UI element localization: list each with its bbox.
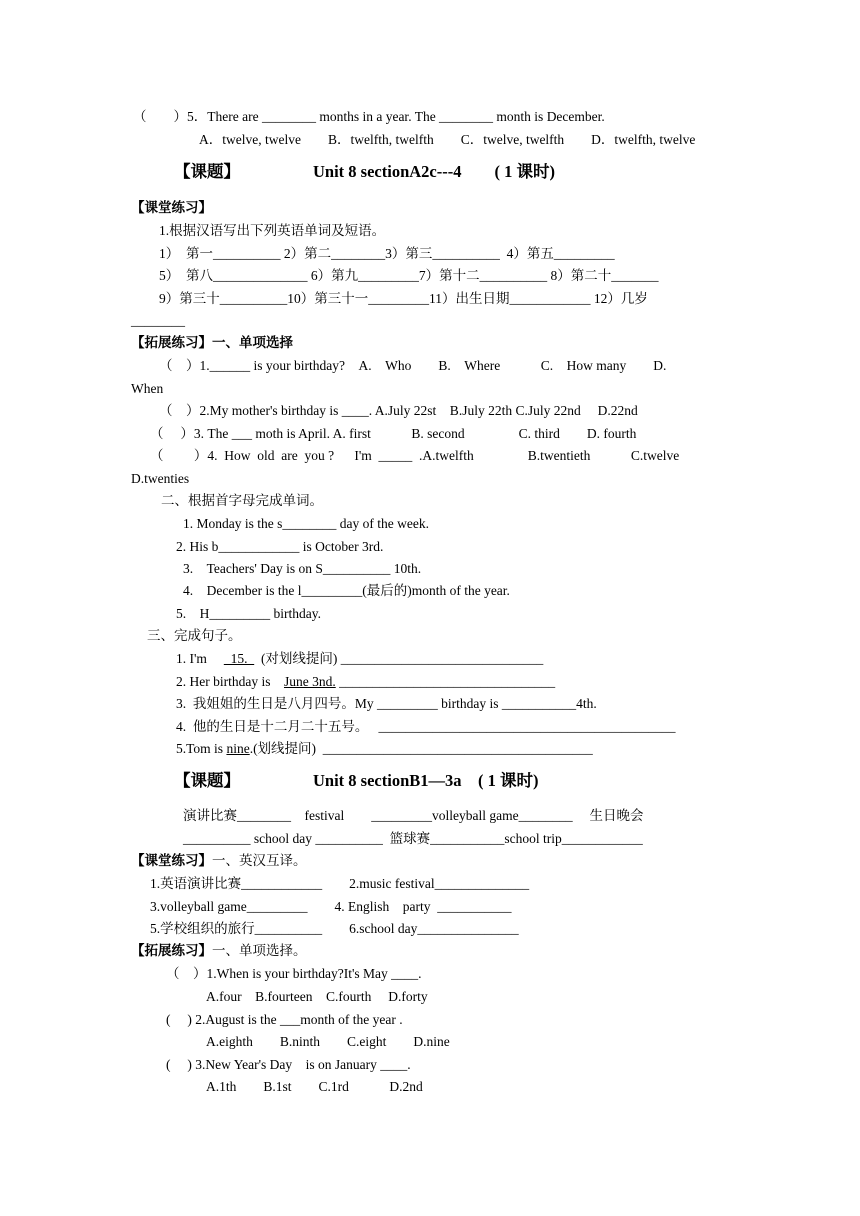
vocab-line: 5） 第八______________ 6）第九_________7）第十二__________ 8）第二十_______ [159, 268, 659, 283]
part3-s2-a: 2. Her birthday is [176, 674, 284, 689]
section1-extend-label: 【拓展练习】一、单项选择 [131, 335, 293, 350]
part2-item: 2. His b____________ is October 3rd. [176, 539, 384, 554]
part3-s1-b: (对划线提问) ______________________________ [254, 651, 544, 666]
section2-extend-label: 【拓展练习】 [131, 943, 212, 958]
part3-item-3: 3. 我姐姐的生日是八月四号。My _________ birthday is ___________4th. [176, 696, 597, 711]
mc-line: （ ）2.My mother's birthday is ____. A.July 22st B.July 22th C.July 22nd D.22nd [159, 403, 638, 418]
section2-mc-options: A.eighth B.ninth C.eight D.nine [206, 1034, 450, 1049]
part3-item-2 [176, 673, 555, 691]
part3-item-5 [176, 740, 593, 758]
part3-s5-a: 5.Tom is [176, 741, 227, 756]
part3-s2-underlined: June 3nd. [283, 674, 336, 689]
part2-item: 3. Teachers' Day is on S__________ 10th. [183, 561, 422, 576]
part3-s1-a: 1. I'm [176, 651, 224, 666]
question-5-options: A．twelve, twelve B．twelfth, twelfth C．twelve, twelfth D．twelfth, twelve [199, 132, 696, 147]
section2-mc-line: （ ）1.When is your birthday?It's May ____. [166, 966, 422, 981]
mc-line: D.twenties [131, 471, 190, 486]
section1-practice-label: 【课堂练习】 [131, 200, 212, 215]
section2-title-right: Unit 8 sectionB1—3a ( 1 课时) [313, 771, 539, 790]
section1-title-right: Unit 8 sectionA2c---4 ( 1 课时) [313, 162, 555, 181]
section2-mc-line: ( ) 2.August is the ___month of the year . [166, 1012, 403, 1027]
question-5-stem: （ ）5．There are ________ months in a year. The ________ month is December. [133, 109, 605, 124]
translate-line: 5.学校组织的旅行__________ 6.school day_______________ [150, 921, 519, 936]
part2-item: 1. Monday is the s________ day of the week. [183, 516, 429, 531]
mc-line: （ ）1.______ is your birthday? A. Who B. Where C. How many D. [159, 358, 667, 373]
part3-s5-b: .(划线提问) ________________________________________ [249, 741, 593, 756]
translate-line: 3.volleyball game_________ 4. English party ___________ [150, 899, 512, 914]
part3-s5-underlined: nine [226, 741, 250, 756]
part3-item-1 [176, 650, 543, 668]
section2-practice [131, 852, 307, 870]
mc-line: （ ）4. How old are you ? I'm _____ .A.twelfth B.twentieth C.twelve [150, 448, 680, 463]
section2-practice-instr: 一、英汉互译。 [212, 853, 307, 868]
section2-vocab-line: __________ school day __________ 篮球赛___________school trip____________ [183, 831, 643, 846]
part3-item-4: 4. 他的生日是十二月二十五号。 ____________________________________________ [176, 719, 676, 734]
part2-title: 二、根据首字母完成单词。 [161, 493, 323, 508]
part3-s1-underlined: 15. [223, 651, 255, 666]
vocab-line: 1） 第一__________ 2）第二________3）第三__________ 4）第五_________ [159, 246, 615, 261]
part3-title: 三、完成句子。 [147, 628, 242, 643]
vocab-line: 9）第三十__________10）第三十一_________11）出生日期____________ 12）几岁 [159, 291, 648, 306]
section2-title-left: 【课题】 [174, 771, 240, 790]
section2-extend [131, 942, 307, 960]
section2-mc-line: ( ) 3.New Year's Day is on January ____. [166, 1057, 411, 1072]
part2-item: 4. December is the l_________(最后的)month of the year. [183, 583, 510, 598]
section2-mc-options: A.four B.fourteen C.fourth D.forty [206, 989, 428, 1004]
section2-vocab-line: 演讲比赛________ festival _________volleyball game________ 生日晚会 [183, 808, 644, 823]
section1-practice-instr: 1.根据汉语写出下列英语单词及短语。 [159, 223, 386, 238]
mc-line: When [131, 381, 164, 396]
vocab-line: ________ [131, 313, 185, 328]
part3-s2-b: ________________________________ [335, 674, 556, 689]
section2-practice-label: 【课堂练习】 [131, 853, 212, 868]
section1-title-left: 【课题】 [174, 162, 240, 181]
part2-item: 5. H_________ birthday. [176, 606, 321, 621]
section2-mc-options: A.1th B.1st C.1rd D.2nd [206, 1079, 423, 1094]
translate-line: 1.英语演讲比赛____________ 2.music festival______________ [150, 876, 530, 891]
section2-extend-instr: 一、单项选择。 [212, 943, 307, 958]
mc-line: （ ）3. The ___ moth is April. A. first B. second C. third D. fourth [150, 426, 637, 441]
